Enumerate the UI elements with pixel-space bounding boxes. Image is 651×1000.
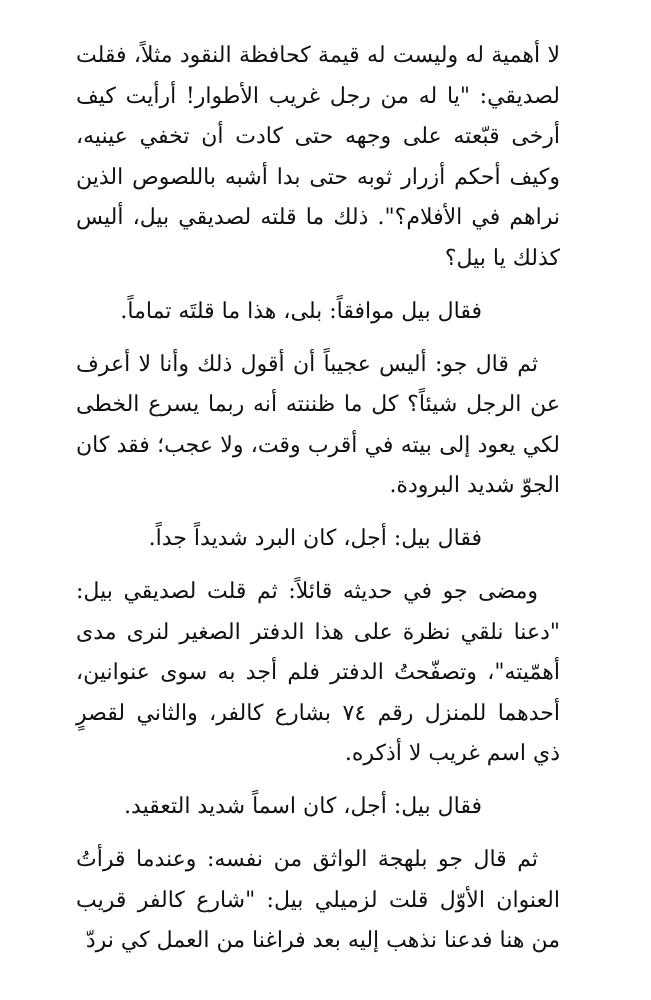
paragraph-joe-speaks: ثم قال جو: أليس عجيباً أن أقول ذلك وأنا لا أعرف عن الرجل شيئاً؟ كل ما ظننته أنه ربما يسرع الخطى لكي يعود إلى بيته في أقرب وقت، ولا عجب؛ فقد كان الجوّ شديد البرودة. — [76, 351, 560, 498]
paragraph-joe-notebook: ومضى جو في حديثه قائلاً: ثم قلت لصديقي بيل: "دعنا نلقي نظرة على هذا الدفتر الصغير لنرى مدى أهمّيته"، وتصفّحتُ الدفتر فلم أجد به سوى عنوانين، أحدهما للمنزل رقم ٧٤ بشارع كالفر، والثاني لقصرٍ ذي اسم غريب لا أذكره. — [76, 579, 560, 766]
book-page — [76, 36, 560, 962]
paragraph-dialogue-bill-agrees: فقال بيل موافقاً: بلى، هذا ما قلتَه تماماً. — [120, 298, 482, 324]
paragraph-joe-address: ثم قال جو بلهجة الواثق من نفسه: وعندما قرأتُ العنوان الأوّل قلت لزميلي بيل: "شارع كالفر قريب من هنا فدعنا نذهب إليه بعد فراغنا من العمل كي نردّ — [76, 847, 560, 953]
paragraph-continuation: لا أهمية له وليست له قيمة كحافظة النقود مثلاً، فقلت لصديقي: "يا له من رجل غريب الأطوار! أرأيت كيف أرخى قبّعته على وجهه حتى كادت أن تخفي عينيه، وكيف أحكم أزرار ثوبه حتى بدا أشبه باللصوص الذين نراهم في الأفلام؟". ذلك ما قلته لصديقي بيل، أليس كذلك يا بيل؟ — [76, 43, 560, 271]
paragraph-dialogue-bill-cold: فقال بيل: أجل، كان البرد شديداً جداً. — [148, 526, 482, 551]
paragraph-dialogue-bill-name: فقال بيل: أجل، كان اسماً شديد التعقيد. — [124, 794, 482, 819]
